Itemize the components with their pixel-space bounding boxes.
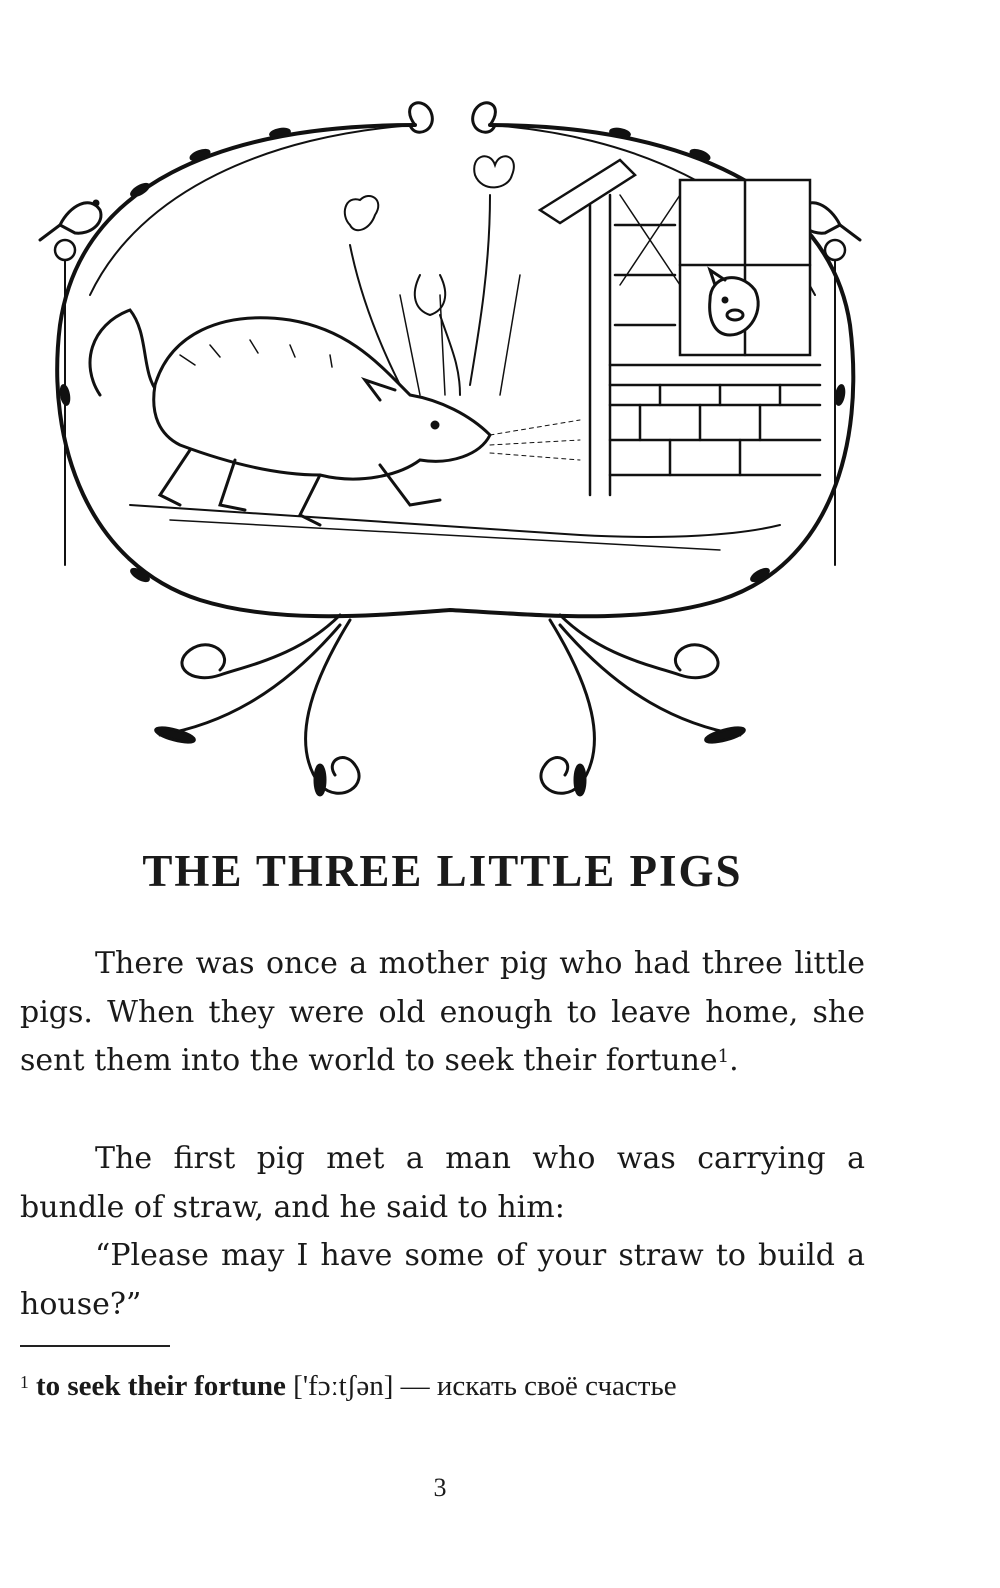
paragraph-2 — [20, 1135, 865, 1232]
footnote-dash: — — [400, 1370, 430, 1402]
wolf-and-pig-house-illustration — [20, 95, 880, 800]
footnote-term: to seek their fortune — [35, 1370, 286, 1402]
paragraph-3 — [20, 1232, 865, 1329]
page-number: 3 — [433, 1473, 447, 1502]
paragraph-3-text: “Please may I have some of your straw to build a house?” — [20, 1238, 865, 1322]
story-title: THE THREE LITTLE PIGS — [142, 846, 743, 896]
left-bird-icon — [40, 201, 101, 240]
bottom-flourish — [154, 615, 745, 795]
footnote-translation: искать своё счастье — [436, 1370, 677, 1402]
paragraph-1 — [20, 940, 865, 1086]
footnote — [20, 1362, 865, 1410]
brick-house — [540, 160, 820, 495]
paragraph-1-text: There was once a mother pig who had three little pigs. When they were old enough to leave home, she sent them into the world to seek their fortune — [20, 946, 865, 1078]
footnote-ref: 1 — [717, 1046, 730, 1067]
footnote-divider — [20, 1345, 170, 1347]
footnote-number: 1 — [20, 1372, 29, 1392]
paragraph-2-text: The first pig met a man who was carrying a bundle of straw, and he said to him: — [20, 1141, 865, 1225]
footnote-transcription: ['fɔːtʃən] — [293, 1370, 394, 1402]
paragraph-1-end: . — [729, 1043, 739, 1078]
wolf-blowing — [90, 310, 580, 525]
